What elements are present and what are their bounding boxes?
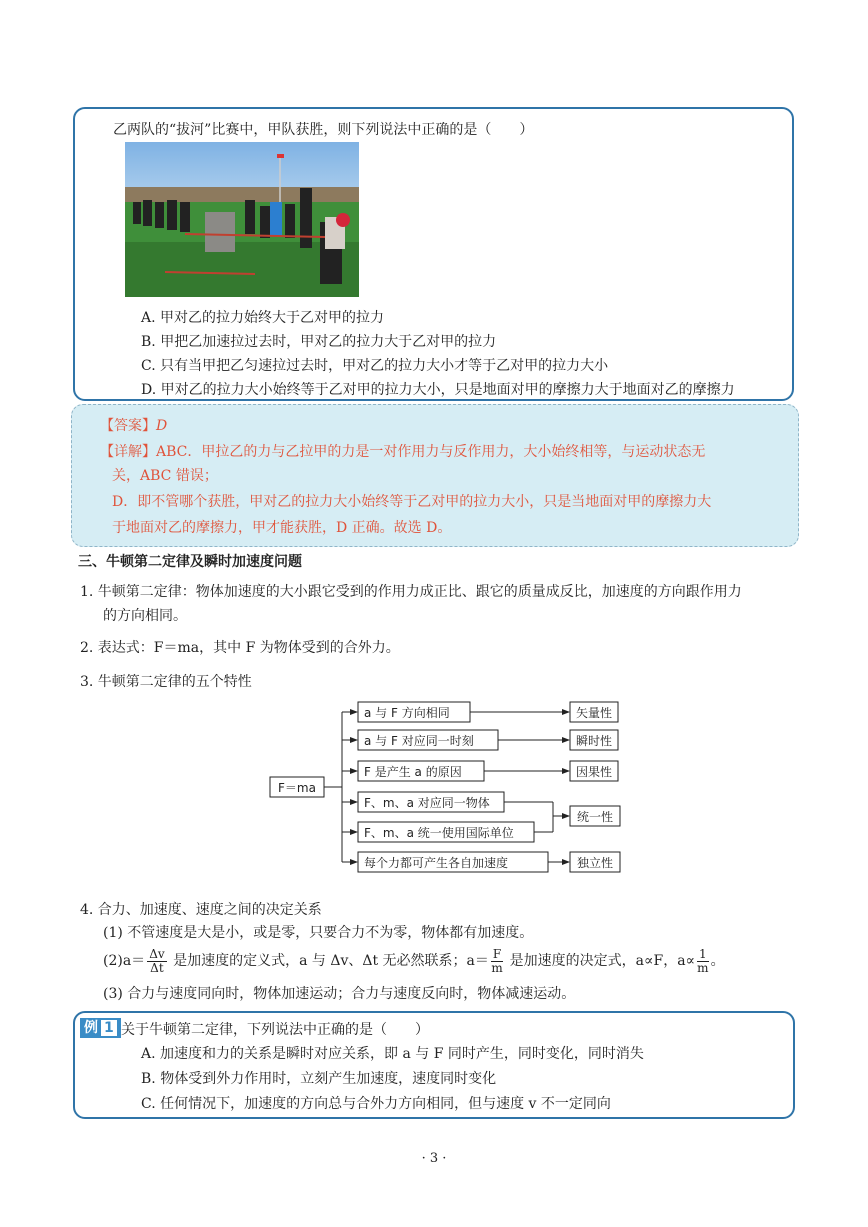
property-4: 统一性 — [576, 810, 614, 824]
tug-of-war-photo — [125, 142, 359, 297]
example-option-c: C. 任何情况下，加速度的方向总与合外力方向相同，但与速度 v 不一定同向 — [141, 1096, 611, 1112]
item-4-2-text-a: (2)a＝ — [103, 953, 146, 969]
diagram-root: F＝ma — [278, 781, 316, 795]
item-4-2-text-b: 是加速度的定义式，a 与 Δv、Δt 无必然联系；a＝ — [168, 953, 489, 969]
example-option-b: B. 物体受到外力作用时，立刻产生加速度，速度同时变化 — [141, 1071, 497, 1087]
property-2: 瞬时性 — [575, 734, 613, 748]
property-1: 矢量性 — [575, 706, 613, 720]
item-2: 2. 表达式：F＝ma，其中 F 为物体受到的合外力。 — [80, 640, 400, 656]
cause-6: 每个力都可产生各自加速度 — [364, 856, 509, 870]
item-4: 4. 合力、加速度、速度之间的决定关系 — [80, 902, 322, 918]
cause-1: a 与 F 方向相同 — [364, 706, 450, 720]
property-5: 独立性 — [576, 856, 614, 870]
detail-text-1: ABC．甲拉乙的力与乙拉甲的力是一对作用力与反作用力，大小始终相等，与运动状态无 — [156, 444, 706, 460]
item-1-line-2: 的方向相同。 — [103, 608, 187, 624]
section-title: 三、牛顿第二定律及瞬时加速度问题 — [78, 554, 302, 570]
detail-line-1 — [100, 441, 705, 461]
example-badge: 例 1 — [80, 1018, 121, 1038]
cause-2: a 与 F 对应同一时刻 — [364, 734, 474, 748]
question-stem: 乙两队的“拔河”比赛中，甲队获胜，则下列说法中正确的是（ ） — [113, 122, 534, 138]
option-a: A. 甲对乙的拉力始终大于乙对甲的拉力 — [141, 310, 385, 326]
question-1-box — [73, 107, 794, 401]
newton-second-law-diagram — [268, 696, 628, 876]
example-stem: 关于牛顿第二定律，下列说法中正确的是（ ） — [121, 1022, 429, 1038]
cause-4: F、m、a 对应同一物体 — [364, 796, 490, 810]
example-option-a: A. 加速度和力的关系是瞬时对应关系，即 a 与 F 同时产生，同时变化，同时消失 — [141, 1046, 644, 1062]
detail-line-2: 关，ABC 错误； — [112, 468, 218, 484]
item-4-1: (1) 不管速度是大是小，或是零，只要合力不为零，物体都有加速度。 — [103, 925, 534, 941]
example-1-box — [73, 1011, 795, 1119]
detail-line-4: 于地面对乙的摩擦力，甲才能获胜，D 正确。故选 D。 — [112, 520, 452, 536]
item-4-2-text-c: 是加速度的决定式，a∝F，a∝ — [505, 953, 696, 969]
option-c: C. 只有当甲把乙匀速拉过去时，甲对乙的拉力大小才等于乙对甲的拉力大小 — [141, 358, 609, 374]
page-number: · 3 · — [421, 1151, 447, 1166]
answer-box — [71, 404, 799, 547]
answer-label: 【答案】 — [100, 418, 156, 434]
item-1-line-1: 1. 牛顿第二定律：物体加速度的大小跟它受到的作用力成正比、跟它的质量成反比，加速度的方向跟作用力 — [80, 584, 742, 600]
fraction-1-m: $\frac{1}{m}$ — [697, 946, 709, 975]
detail-line-3: D．即不管哪个获胜，甲对乙的拉力大小始终等于乙对甲的拉力大小，只是当地面对甲的摩擦力大 — [112, 494, 712, 510]
fraction-dv-dt: $\frac{\Delta v}{\Delta t}$ — [149, 946, 165, 975]
item-4-2 — [103, 946, 725, 976]
option-b: B. 甲把乙加速拉过去时，甲对乙的拉力大于乙对甲的拉力 — [141, 334, 497, 350]
fraction-f-m: $\frac{F}{m}$ — [491, 946, 503, 975]
answer-value: D — [156, 418, 168, 434]
option-d: D. 甲对乙的拉力大小始终等于乙对甲的拉力大小，只是地面对甲的摩擦力大于地面对乙的摩擦力 — [141, 382, 735, 398]
detail-label: 【详解】 — [100, 444, 156, 460]
cause-3: F 是产生 a 的原因 — [364, 765, 462, 779]
item-4-2-text-d: 。 — [710, 953, 725, 969]
item-3: 3. 牛顿第二定律的五个特性 — [80, 674, 252, 690]
answer-line — [100, 415, 167, 435]
cause-5: F、m、a 统一使用国际单位 — [364, 826, 514, 840]
item-4-3: (3) 合力与速度同向时，物体加速运动；合力与速度反向时，物体减速运动。 — [103, 986, 576, 1002]
property-3: 因果性 — [575, 765, 613, 779]
